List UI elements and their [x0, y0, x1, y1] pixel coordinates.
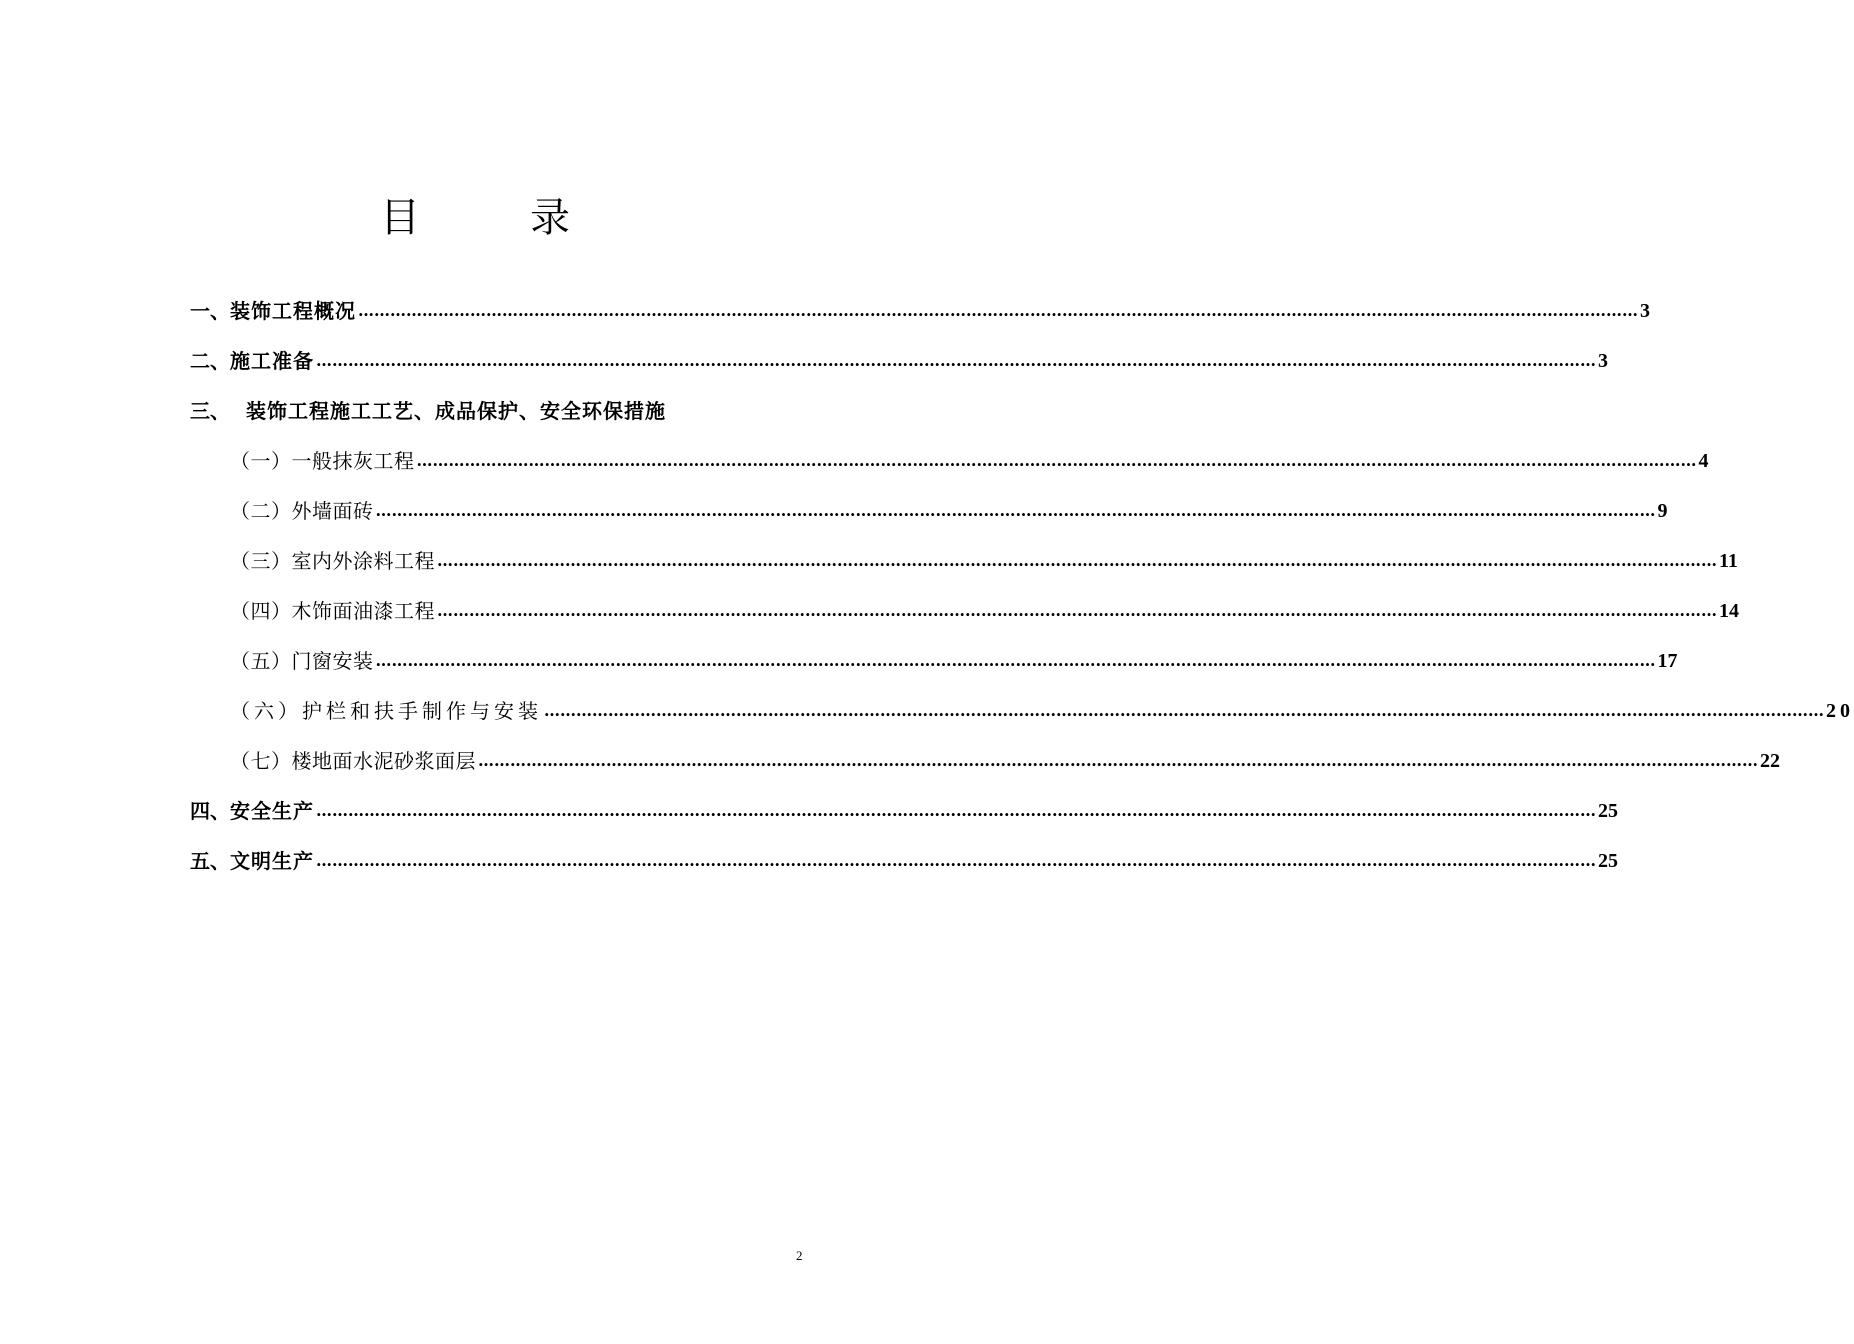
toc-title-char-2: 录 [530, 195, 570, 241]
toc-entry-page: 25 [1598, 850, 1618, 872]
toc-subentry-label: （五）门窗安装 [230, 649, 374, 673]
toc-title [0, 186, 950, 243]
toc-subentry[interactable] [190, 436, 1709, 486]
toc-subentry-page: 14 [1719, 600, 1739, 622]
toc-leader-dots: …………………………………………………………………………………………………………………………………………………………………………………………………………………… [358, 301, 1638, 320]
toc-entry-page: 3 [1598, 350, 1608, 372]
toc-leader-dots: …………………………………………………………………………………………………………………………………………………………………………………………………………………… [437, 601, 1717, 620]
toc-subentry[interactable] [190, 486, 1668, 536]
toc-entry-label: 装饰工程概况 [230, 299, 356, 323]
toc-entry-number: 四、 [190, 799, 230, 823]
toc-subentry[interactable] [190, 586, 1739, 636]
toc-leader-dots: …………………………………………………………………………………………………………………………………………………………………………………………………………………… [416, 451, 1697, 470]
toc-entry-number: 三、 [190, 399, 230, 423]
toc-entry-label: 装饰工程施工工艺、成品保护、安全环保措施 [246, 399, 666, 423]
toc-subentry[interactable] [190, 686, 1854, 736]
toc-subentry-page: 22 [1760, 750, 1780, 772]
toc-subentry-label: （七）楼地面水泥砂浆面层 [230, 749, 476, 773]
toc-subentry[interactable] [190, 736, 1780, 786]
toc-subentry-page: 20 [1826, 700, 1854, 722]
toc-leader-dots: …………………………………………………………………………………………………………………………………………………………………………………………………………………… [316, 851, 1596, 870]
toc-title-char-1: 目 [380, 195, 420, 241]
toc-entry-number: 二、 [190, 349, 230, 373]
toc-subentry[interactable] [190, 636, 1678, 686]
toc-entry[interactable] [190, 286, 1650, 336]
toc-subentry-label: （一）一般抹灰工程 [230, 449, 415, 473]
toc-leader-dots: …………………………………………………………………………………………………………………………………………………………………………………………………………………… [316, 801, 1596, 820]
toc-subentry-label: （二）外墙面砖 [230, 499, 374, 523]
toc-subentry-page: 4 [1698, 450, 1709, 472]
toc-entry-label: 施工准备 [230, 349, 314, 373]
toc-subentry-label: （六）护栏和扶手制作与安装 [230, 699, 542, 723]
toc-entry[interactable] [190, 336, 1608, 386]
toc-leader-dots: …………………………………………………………………………………………………………………………………………………………………………………………………………………… [437, 551, 1717, 570]
toc-leader-dots: …………………………………………………………………………………………………………………………………………………………………………………………………………………… [375, 651, 1656, 670]
toc-entry[interactable] [190, 786, 1618, 836]
toc-leader-dots: …………………………………………………………………………………………………………………………………………………………………………………………………………………… [478, 751, 1758, 770]
toc-subentry-label: （四）木饰面油漆工程 [230, 599, 435, 623]
toc-subentry-page: 11 [1719, 550, 1738, 572]
toc-leader-dots: …………………………………………………………………………………………………………………………………………………………………………………………………………………… [316, 351, 1596, 370]
toc-leader-dots: …………………………………………………………………………………………………………………………………………………………………………………………………………………… [544, 701, 1824, 720]
toc-subentry-label: （三）室内外涂料工程 [230, 549, 435, 573]
toc-entry[interactable] [190, 836, 1618, 886]
toc-entry-label: 安全生产 [230, 799, 314, 823]
table-of-contents [190, 286, 1854, 886]
toc-leader-dots: …………………………………………………………………………………………………………………………………………………………………………………………………………………… [375, 501, 1656, 520]
toc-entry-page: 25 [1598, 800, 1618, 822]
toc-subentry-page: 9 [1657, 500, 1668, 522]
toc-subentry[interactable] [190, 536, 1738, 586]
toc-entry-label: 文明生产 [230, 849, 314, 873]
toc-entry-number: 一、 [190, 299, 230, 323]
toc-entry[interactable] [190, 386, 808, 436]
toc-subentry-page: 17 [1657, 650, 1678, 672]
toc-entry-page: 3 [1640, 300, 1650, 322]
page-number: 2 [796, 1248, 803, 1263]
toc-entry-number: 五、 [190, 849, 230, 873]
